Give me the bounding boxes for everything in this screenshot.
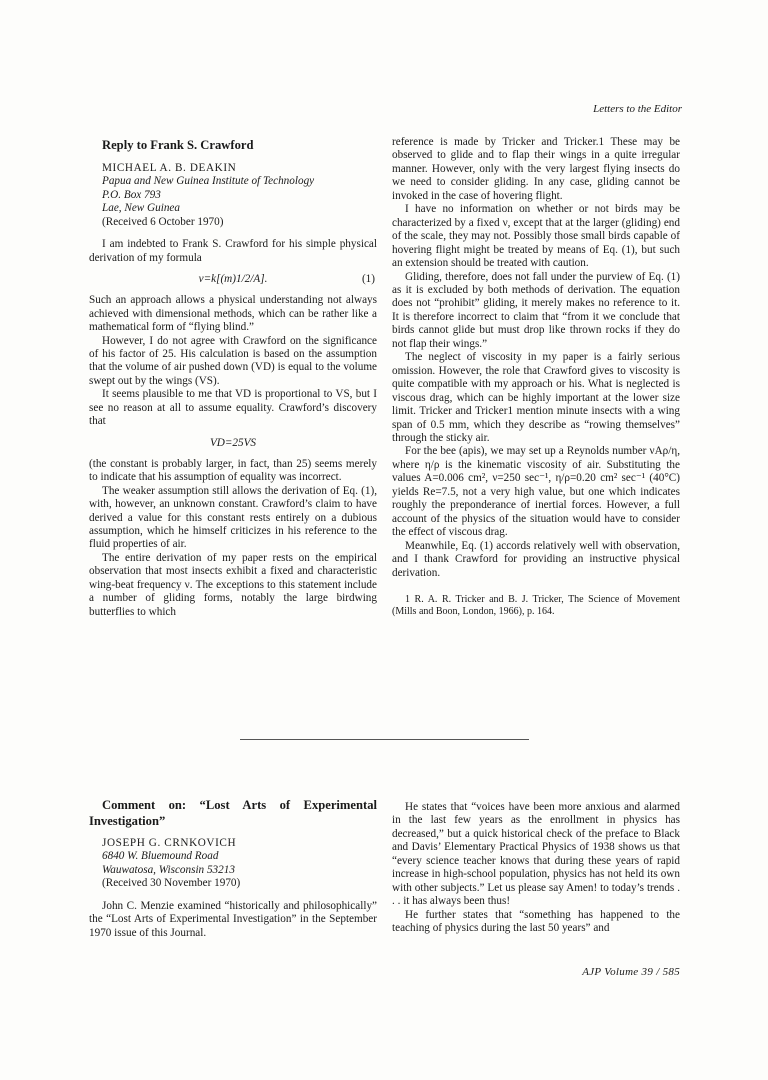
article1-paragraph: I am indebted to Frank S. Crawford for his simple physical derivation of my formula	[89, 238, 377, 264]
article1-title: Reply to Frank S. Crawford	[102, 138, 254, 152]
article1-paragraph: Gliding, therefore, does not fall under the purview of Eq. (1) as it is excluded by both methods of derivation. The equation does not “prohibit” gliding, it merely makes no reference to it. It is therefore incorrect to claim that “from it we conclude that birds cannot glide but must drop like thrown rocks if they do not flap their wings.”	[392, 270, 680, 350]
article2-paragraph: He states that “voices have been more anxious and alarmed in the last few years as the enrollment in physics has decreased,” but a quick historical check of the preface to Black and Davis’ Elementary Practical Physics of 1938 shows us that “every science teacher knows that during these years of rapid increase in high-school population, physics has not held its own with other subjects.” Let us please say Amen! to today’s trends . . . it has always been thus!	[392, 801, 680, 908]
article1-paragraph: Meanwhile, Eq. (1) accords relatively well with observation, and I thank Crawford for providing an instructive physical derivation.	[392, 539, 680, 579]
article1-affiliation-line: Lae, New Guinea	[102, 202, 180, 215]
article2-received-date: (Received 30 November 1970)	[102, 877, 241, 890]
equation-2	[89, 436, 377, 450]
article1-paragraph: The entire derivation of my paper rests on the empirical observation that most insects exhibit a fixed and characteristic wing-beat frequency ν. The exceptions to this statement include a number of gliding forms, notably the large birdwing butterflies to which	[89, 551, 377, 618]
article1-paragraph: For the bee (apis), we may set up a Reynolds number νAρ/η, where η/ρ is the kinematic viscosity of air. Substituting the values A=0.006 cm², ν=250 sec⁻¹, η/ρ=0.20 cm² sec⁻¹ (40°C) yields Re=7.5, not a very high value, but one which indicates roughly the preponderance of inertial forces. However, a full account of the physics of the situation would have to consider the effect of viscous drag.	[392, 445, 680, 539]
equation-2-body: VD=25VS	[209, 436, 257, 449]
article2-author: JOSEPH G. CRNKOVICH	[102, 837, 237, 849]
equation-1-body: ν=k[(m)1/2/A].	[198, 273, 268, 286]
article1-paragraph: I have no information on whether or not birds may be characterized by a fixed ν, except that at the larger (gliding) end of the scale, they may not. Possibly those small birds capable of hovering flight might be treated by means of Eq. (1), but such an extension should be treated with caution.	[392, 203, 680, 270]
running-head: Letters to the Editor	[593, 103, 682, 115]
article2-paragraph: John C. Menzie examined “historically and philosophically” the “Lost Arts of Experimental Investigation” in the September 1970 issue of this Journal.	[89, 899, 377, 939]
equation-1-number: (1)	[361, 273, 375, 286]
article2-affiliation-line: 6840 W. Bluemound Road	[102, 850, 219, 863]
article2-right-column	[392, 801, 680, 936]
article2-paragraph: He further states that “something has happened to the teaching of physics during the last 50 years” and	[392, 908, 680, 935]
article-divider	[240, 739, 529, 740]
article1-paragraph: (the constant is probably larger, in fact, than 25) seems merely to indicate that his assumption of equality was incorrect.	[89, 457, 377, 484]
article1-received-date: (Received 6 October 1970)	[102, 215, 224, 228]
article1-affiliation-line: P.O. Box 793	[102, 188, 161, 201]
article1-left-column	[89, 137, 377, 619]
article2-title: Comment on: “Lost Arts of Experimental Investigation”	[89, 798, 377, 828]
article2-affiliation-line: Wauwatosa, Wisconsin 53213	[102, 863, 235, 876]
article1-paragraph: It seems plausible to me that VD is proportional to VS, but I see no reason at all to assume equality. Crawford’s discovery that	[89, 388, 377, 428]
article1-paragraph: The weaker assumption still allows the derivation of Eq. (1), with, however, an unknown constant. Crawford’s claim to have derived a value for this constant rests entirely on a dubious assumption, which he himself criticizes in his reference to the fluid properties of air.	[89, 484, 377, 551]
article1-paragraph: However, I do not agree with Crawford on the significance of his factor of 25. His calculation is based on the assumption that the volume of air pushed down (VD) is equal to the volume swept out by the wings (VS).	[89, 334, 377, 387]
article1-paragraph: reference is made by Tricker and Tricker.1 These may be observed to glide and to flap their wings in a quite irregular manner. However, only with the very largest flying insects do we need to consider gliding. In any case, gliding cannot be invoked in the case of hovering flight.	[392, 136, 680, 202]
article1-paragraph: The neglect of viscosity in my paper is a fairly serious omission. However, the role that Crawford gives to viscosity is quite compatible with my approach or his. What is neglected is viscous drag, which can be highly important at the lower size limit. Tricker and Tricker1 mention minute insects with a wing span of 0.5 mm, which they describe as “rowing themselves” through the sticky air.	[392, 351, 680, 444]
article1-paragraph: Such an approach allows a physical understanding not always achieved with dimensional methods, which can be rather like a mathematical form of “flying blind.”	[89, 294, 377, 334]
article2-left-column	[89, 797, 377, 940]
article1-affiliation-line: Papua and New Guinea Institute of Technology	[102, 175, 315, 188]
article1-footnote: 1 R. A. R. Tricker and B. J. Tricker, The Science of Movement (Mills and Boon, London, 1966), p. 164.	[392, 593, 680, 617]
article1-right-column	[392, 136, 680, 618]
article1-author: MICHAEL A. B. DEAKIN	[102, 162, 237, 174]
equation-1	[89, 272, 377, 286]
page-folio: AJP Volume 39 / 585	[582, 966, 680, 978]
